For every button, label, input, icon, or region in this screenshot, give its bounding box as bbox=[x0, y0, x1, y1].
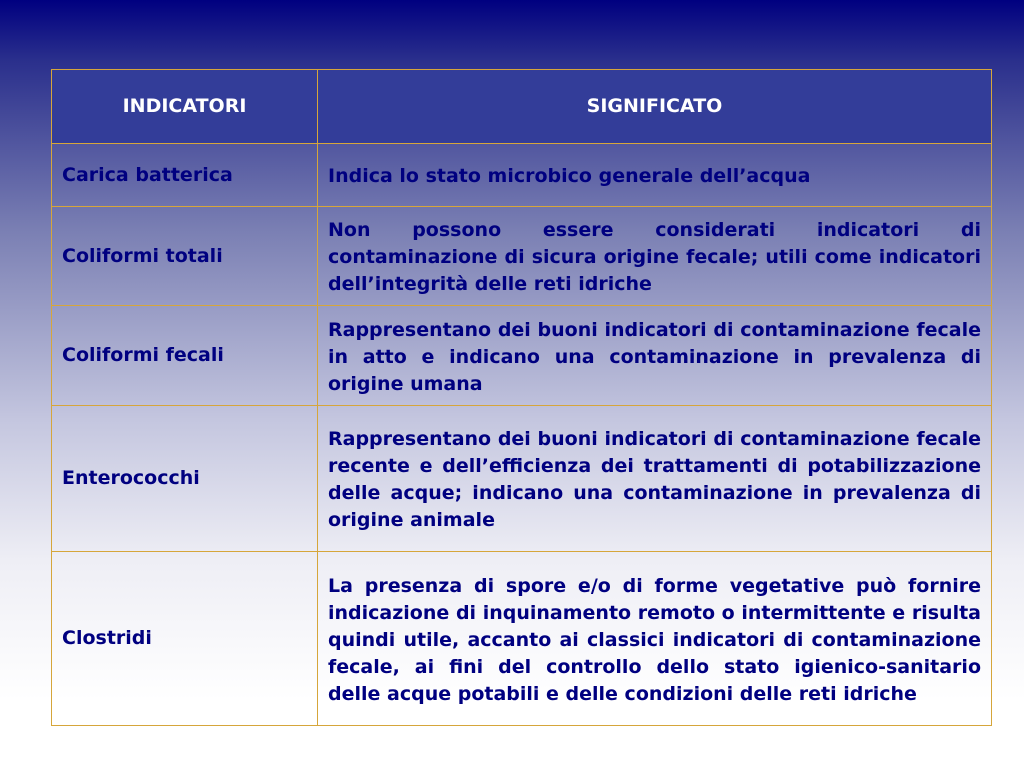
indicator-name: Carica batterica bbox=[52, 144, 318, 207]
indicator-name: Coliformi totali bbox=[52, 207, 318, 306]
indicator-meaning: La presenza di spore e/o di forme vegetative può fornire indicazione di inquinamento remoto o intermittente e risulta quindi utile, accanto ai classici indicatori di contaminazione fecale, ai fini del controllo dello stato igienico-sanitario delle acque potabili e delle condizioni delle reti idriche bbox=[318, 552, 992, 726]
table-row bbox=[52, 552, 992, 726]
table-row bbox=[52, 406, 992, 552]
indicator-name: Coliformi fecali bbox=[52, 306, 318, 406]
table-row bbox=[52, 207, 992, 306]
indicator-meaning: Rappresentano dei buoni indicatori di contaminazione fecale in atto e indicano una contaminazione in prevalenza di origine umana bbox=[318, 306, 992, 406]
indicator-meaning: Non possono essere considerati indicatori di contaminazione di sicura origine fecale; utili come indicatori dell’integrità delle reti idriche bbox=[318, 207, 992, 306]
indicators-table bbox=[51, 69, 992, 726]
table-row bbox=[52, 144, 992, 207]
table-header-row bbox=[52, 70, 992, 144]
indicator-meaning: Indica lo stato microbico generale dell’acqua bbox=[318, 144, 992, 207]
indicator-name: Clostridi bbox=[52, 552, 318, 726]
header-indicatori: INDICATORI bbox=[52, 70, 318, 144]
indicator-meaning: Rappresentano dei buoni indicatori di contaminazione fecale recente e dell’efficienza dei trattamenti di potabilizzazione delle acque; indicano una contaminazione in prevalenza di origine animale bbox=[318, 406, 992, 552]
table-row bbox=[52, 306, 992, 406]
header-significato: SIGNIFICATO bbox=[318, 70, 992, 144]
indicator-name: Enterococchi bbox=[52, 406, 318, 552]
